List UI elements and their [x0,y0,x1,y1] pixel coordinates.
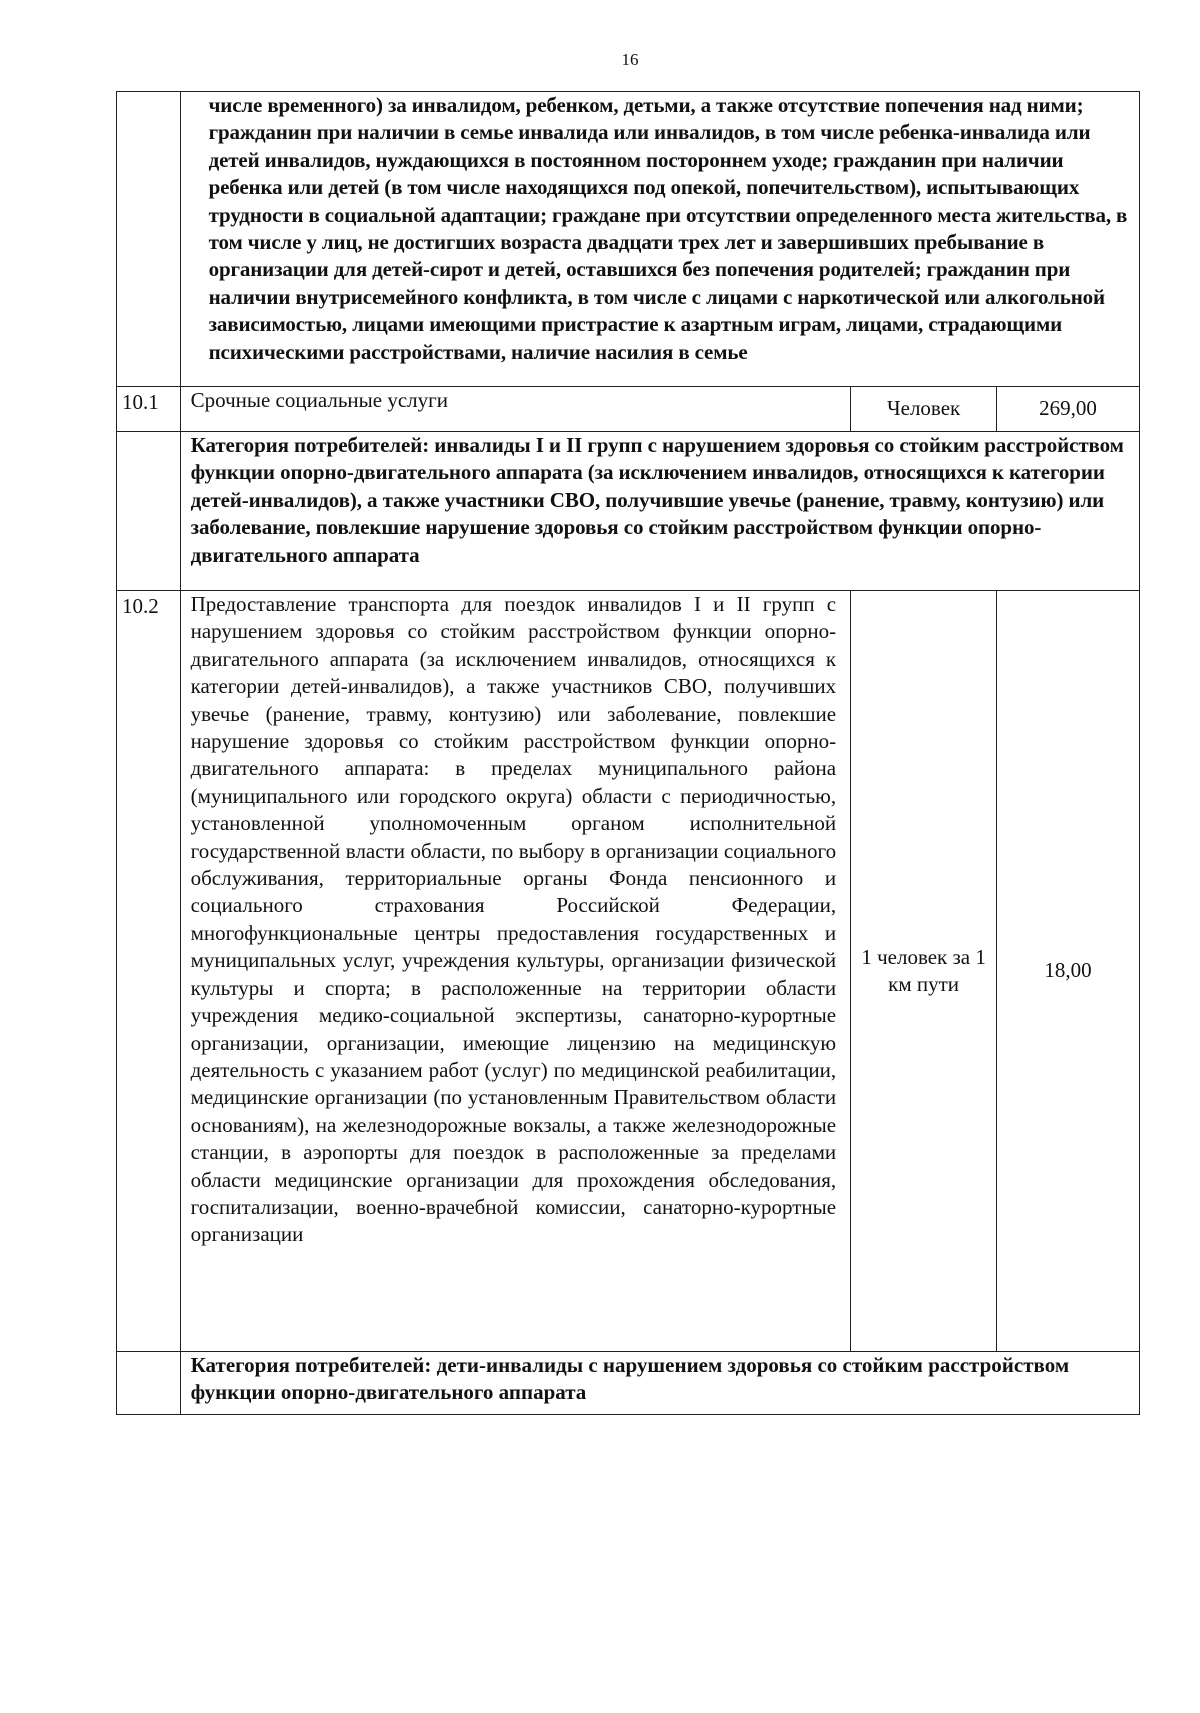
table-row-category [117,432,1140,591]
price-cell: 18,00 [997,591,1140,1352]
table-row-category [117,1352,1140,1415]
unit-cell: Человек [851,387,997,432]
category-heading: Категория потребителей: дети-инвалиды с нарушением здоровья со стойким расстройством функции опорно-двигательного аппарата [180,1352,1139,1415]
row-number-cell-empty [117,1352,181,1415]
service-description: Предоставление транспорта для поездок инвалидов I и II групп с нарушением здоровья со стойким расстройством функции опорно-двигательного аппарата (за исключением инвалидов, относящихся к категории детей-инвалидов), а также участников СВО, получивших увечье (ранение, травму, контузию) или заболевание, повлекшие нарушение здоровья со стойким расстройством функции опорно-двигательного аппарата: в пределах муниципального района (муниципального или городского округа) области с периодичностью, установленной уполномоченным органом исполнительной государственной власти области, по выбору в организации социального обслуживания, территориальные органы Фонда пенсионного и социального страхования Российской Федерации, многофункциональные центры предоставления государственных и муниципальных услуг, учреждения культуры, организации физической культуры и спорта; в расположенные на территории области учреждения медико-социальной экспертизы, санаторно-курортные организации, организации, имеющие лицензию на медицинскую деятельность с указанием работ (услуг) по медицинской реабилитации, медицинские организации (по установленным Правительством области основаниям), на железнодорожные вокзалы, а также железнодорожные станции, в аэропорты для поездок в расположенные за пределами области медицинские организации для прохождения обследования, госпитализации, военно-врачебной комиссии, санаторно-курортные организации [180,591,851,1352]
table-row [117,387,1140,432]
row-number: 10.1 [117,387,181,432]
price-cell: 269,00 [997,387,1140,432]
tariff-table [116,91,1140,1415]
continuation-text: числе временного) за инвалидом, ребенком, детьми, а также отсутствие попечения над ними; гражданин при наличии в семье инвалида или инвалидов, в том числе ребенка-инвалида или детей инвалидов, нуждающихся в постоянном постороннем уходе; гражданин при наличии ребенка или детей (в том числе находящихся под опекой, попечительством), испытывающих трудности в социальной адаптации; граждане при отсутствии определенного места жительства, в том числе у лиц, не достигших возраста двадцати трех лет и завершивших пребывание в организации для детей-сирот и детей, оставшихся без попечения родителей; гражданин при наличии внутрисемейного конфликта, в том числе с лицами с наркотической или алкогольной зависимостью, лицами имеющими пристрастие к азартным играм, лицами, страдающими психическими расстройствами, наличие насилия в семье [180,92,1139,387]
page-number: 16 [621,50,639,69]
category-heading: Категория потребителей: инвалиды I и II групп с нарушением здоровья со стойким расстройством функции опорно-двигательного аппарата (за исключением инвалидов, относящихся к категории детей-инвалидов), а также участники СВО, получившие увечье (ранение, травму, контузию) или заболевание, повлекшие нарушение здоровья со стойким расстройством функции опорно-двигательного аппарата [180,432,1139,591]
row-number: 10.2 [117,591,181,1352]
unit-cell: 1 человек за 1 км пути [851,591,997,1352]
service-name: Срочные социальные услуги [180,387,851,432]
row-number-cell-empty [117,92,181,387]
table-row [117,591,1140,1352]
table-row-continuation [117,92,1140,387]
row-number-cell-empty [117,432,181,591]
